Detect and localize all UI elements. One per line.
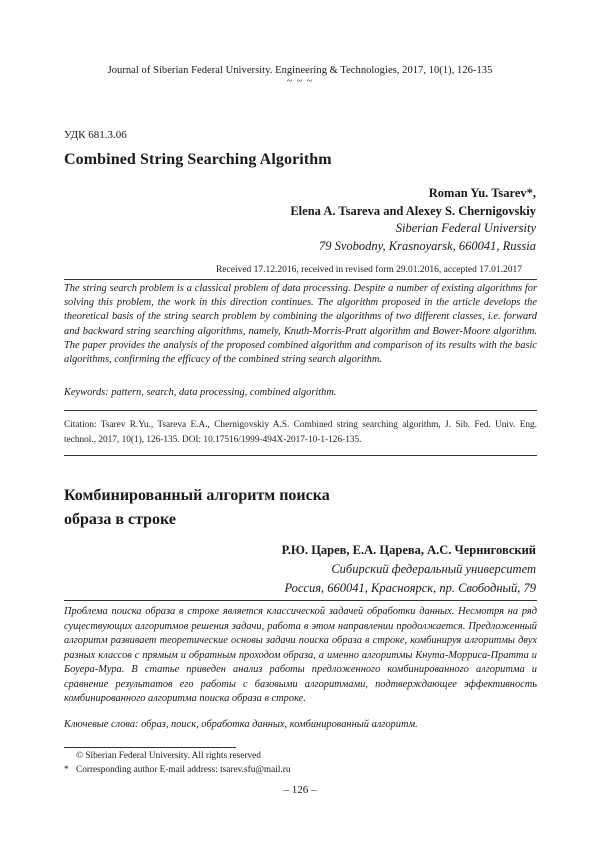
footnote-star: * [64,765,69,775]
footnote-corresponding-text: Corresponding author E-mail address: tsarev.sfu@mail.ru [76,765,291,775]
abstract-ru: Проблема поиска образа в строке является классической задачей обработки данных. Несмотря на ряд существующих алгоритмов решения задачи, работа в этом направлении продолжается. Предложенный алгоритм развивает теоретические основы задачи поиска образа в строке, комбинируя алгоритмы двух разных классов с прямым и обратным проходом образа, а именно алгоритмы Кнута-Морриса-Пратта и Боуера-Мура. В статье приведен анализ работы предложенного комбинированного алгоритма и сравнение результатов его работы с базовыми алгоритмами, подтверждающее эффективность комбинированного алгоритма поиска образа в строке. [64,606,537,704]
address-ru: Россия, 660041, Красноярск, пр. Свободный, 79 [284,581,536,595]
citation-bottom-rule [64,455,537,456]
footnote-rule [64,747,236,748]
abstract-en: The string search problem is a classical problem of data processing. Despite a number of existing algorithms for solving this problem, the work in this direction continues. The algorithm proposed in the article develops the theoretical basis of the string search problem by combining the algorithms of two different classes, i.e. forward and backward string searching algorithms, namely, Knuth-Morris-Pratt algorithm and Bower-Moore algorithm. The paper provides the analysis of the proposed combined algorithm and comparison of its results with the basic algorithms, confirming the efficacy of the combined string search algorithm. [64,283,537,366]
title-ru-line-2: образа в строке [64,511,176,528]
authors-line-1: Roman Yu. Tsarev*, [428,186,536,200]
article-title-en: Combined String Searching Algorithm [64,151,332,168]
footnote-corresponding [64,765,291,775]
abstract-ru-top-rule [64,600,537,601]
authors-ru: Р.Ю. Царев, Е.А. Царева, А.С. Черниговский [281,543,536,557]
citation: Citation: Tsarev R.Yu., Tsareva E.A., Chernigovskiy A.S. Combined string searching algorithm, J. Sib. Fed. Univ. Eng. technol., 2017, 10(1), 126-135. DOI: 10.17516/1999-494X-2017-10-1-126-135. [64,420,537,445]
affiliation-ru: Сибирский федеральный университет [331,562,536,576]
journal-header: Journal of Siberian Federal University. Engineering & Technologies, 2017, 10(1), 126-135 [107,65,493,76]
keywords-ru: Ключевые слова: образ, поиск, обработка данных, комбинированный алгоритм. [64,719,418,730]
authors-block-ru [282,541,536,598]
abstract-top-rule [64,279,537,280]
title-ru-line-1: Комбинированный алгоритм поиска [64,487,330,504]
udk-code: УДК 681.3.06 [64,129,127,141]
page-number: – 126 – [283,784,317,796]
article-title-ru [64,484,330,532]
address-en: 79 Svobodny, Krasnoyarsk, 660041, Russia [318,238,536,253]
affiliation-en: Siberian Federal University [395,221,536,235]
authors-line-2: Elena A. Tsareva and Alexey S. Chernigovskiy [290,203,536,218]
received-dates: Received 17.12.2016, received in revised form 29.01.2016, accepted 17.01.2017 [215,265,522,275]
footnote-copyright: © Siberian Federal University. All rights reserved [76,751,261,761]
authors-block-en [290,185,536,255]
keywords-en: Keywords: pattern, search, data processing, combined algorithm. [64,387,337,398]
citation-top-rule [64,410,537,411]
header-separator: ~ ~ ~ [286,76,314,87]
